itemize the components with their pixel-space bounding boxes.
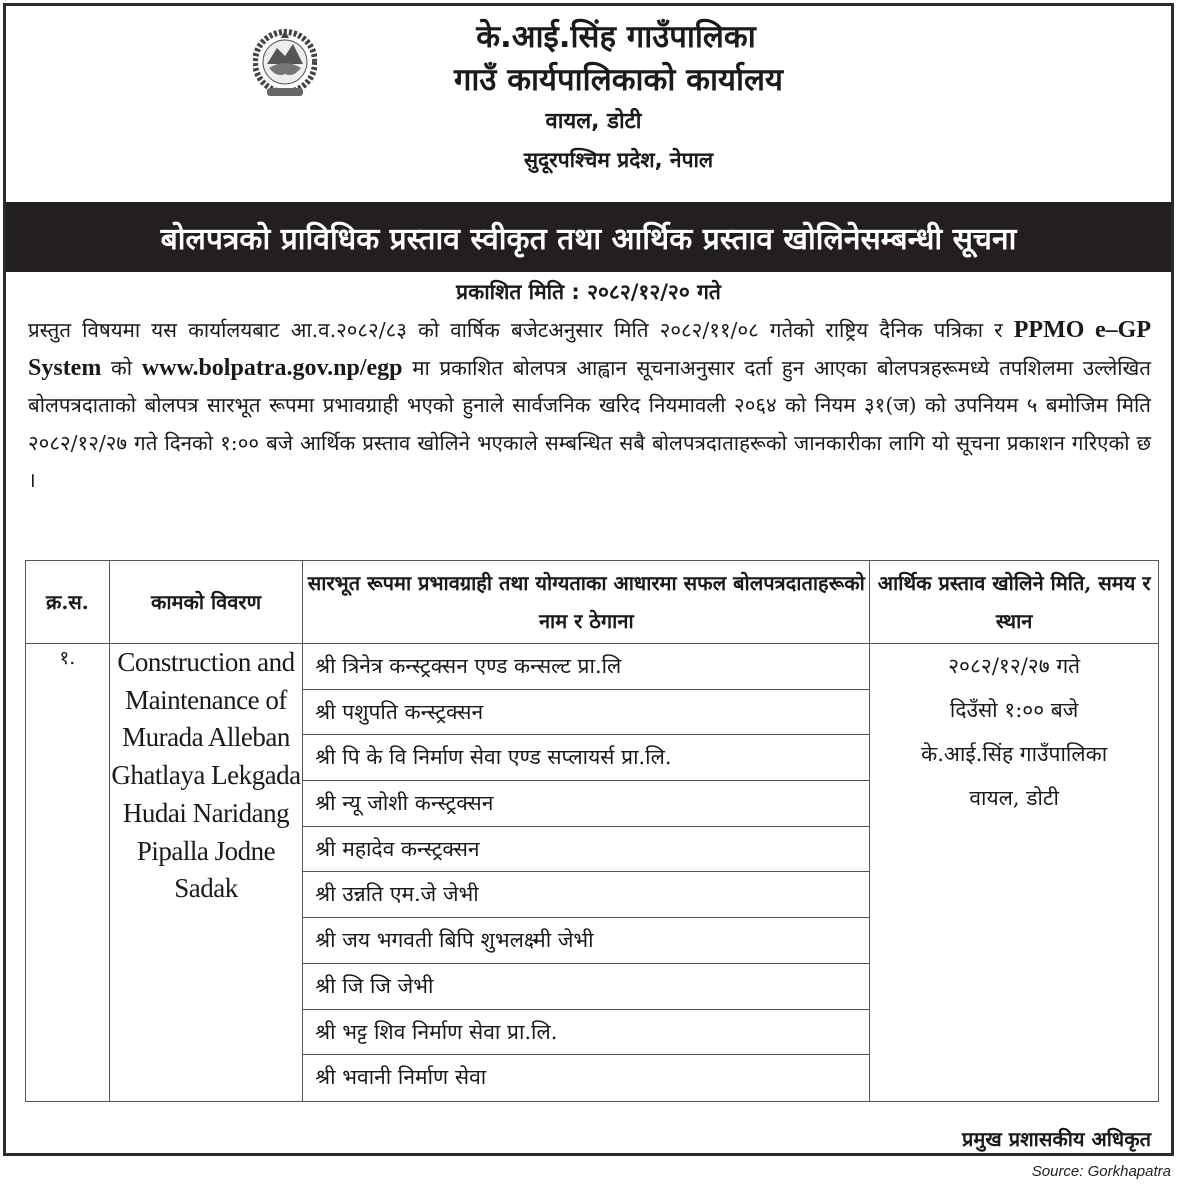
table-header-row — [26, 561, 1159, 644]
header-description: कामको विवरण — [109, 561, 303, 644]
body-text-3: मा प्रकाशित बोलपत्र आह्वान सूचनाअनुसार दर्ता हुन आएका बोलपत्रहरूमध्ये तपशिलमा उल्लेखित बोलपत्रदाताको बोलपत्र सारभूत रूपमा प्रभावग्राही भएको हुनाले सार्वजनिक खरिद नियमावली २०६४ को नियम ३१(ज) को उपनियम ५ बमोजिम मिति २०८२/१२/२७ गते दिनको १:०० बजे आर्थिक प्रस्ताव खोलिने भएकाले सम्बन्धित सबै बोलपत्रदाताहरूको जानकारीका लागि यो सूचना प्रकाशन गरिएको छ । — [28, 355, 1151, 492]
office-header — [6, 6, 1171, 202]
header-bidders: सारभूत रूपमा प्रभावग्राही तथा योग्यताका आधारमा सफल बोलपत्रदाताहरूको नाम र ठेगाना — [303, 561, 870, 644]
ppmo-egp-system: PPMO e–GP System — [28, 317, 1152, 381]
body-text-2: को — [101, 355, 142, 380]
opening-time: दिउँसो १:०० बजे — [949, 698, 1079, 722]
bidder-item: श्री उन्नति एम.जे जेभी — [303, 872, 869, 918]
header-sn: क्र.स. — [26, 561, 110, 644]
bidder-item: श्री भट्ट शिव निर्माण सेवा प्रा.लि. — [303, 1010, 869, 1056]
header-opening: आर्थिक प्रस्ताव खोलिने मिति, समय र स्थान — [870, 561, 1159, 644]
work-description: Construction and Maintenance of Murada Alleban Ghatlaya Lekgada Hudai Naridang Pipalla Jodne Sadak — [109, 644, 303, 1102]
bidder-item: श्री न्यू जोशी कन्स्ट्रक्सन — [303, 781, 869, 827]
bidders-list — [303, 644, 870, 1102]
bolpatra-url: www.bolpatra.gov.np/egp — [141, 354, 403, 381]
bidder-item: श्री जि जि जेभी — [303, 964, 869, 1010]
bidder-item: श्री पशुपति कन्स्ट्रक्सन — [303, 690, 869, 736]
office-name: गाउँ कार्यपालिकाको कार्यालय — [453, 62, 784, 98]
signatory-title: प्रमुख प्रशासकीय अधिकृत — [962, 1127, 1151, 1151]
province-country: सुदूरपश्चिम प्रदेश, नेपाल — [523, 148, 714, 172]
notice-body — [28, 312, 1151, 500]
bidder-item: श्री जय भगवती बिपि शुभलक्ष्मी जेभी — [303, 918, 869, 964]
office-location: वायल, डोटी — [545, 109, 642, 134]
row-sn: १. — [26, 644, 110, 1102]
table-row — [26, 644, 1159, 1102]
opening-location: वायल, डोटी — [969, 786, 1059, 810]
bidder-item: श्री महादेव कन्स्ट्रक्सन — [303, 827, 869, 873]
source-credit: Source: Gorkhapatra — [1031, 1163, 1171, 1180]
bidder-item: श्री भवानी निर्माण सेवा — [315, 1065, 487, 1090]
opening-details — [870, 644, 1159, 1102]
bidder-item: श्री त्रिनेत्र कन्स्ट्रक्सन एण्ड कन्सल्ट प्रा.लि — [303, 644, 869, 690]
notice-title: बोलपत्रको प्राविधिक प्रस्ताव स्वीकृत तथा आर्थिक प्रस्ताव खोलिनेसम्बन्धी सूचना — [6, 202, 1171, 272]
bidder-item: श्री पि के वि निर्माण सेवा एण्ड सप्लायर्स प्रा.लि. — [303, 735, 869, 781]
published-date: प्रकाशित मिति : २०८२/१२/२० गते — [456, 280, 721, 304]
opening-date: २०८२/१२/२७ गते — [948, 654, 1081, 678]
notice-frame — [3, 3, 1174, 1156]
body-text-1: प्रस्तुत विषयमा यस कार्यालयबाट आ.व.२०८२/८३ को वार्षिक बजेटअनुसार मिति २०८२/११/०८ गतेको राष्ट्रिय दैनिक पत्रिका र — [28, 318, 1014, 342]
bidders-table — [25, 560, 1159, 1102]
municipality-name: के.आई.सिंह गाउँपालिका — [476, 19, 756, 55]
opening-place: के.आई.सिंह गाउँपालिका — [921, 742, 1108, 766]
